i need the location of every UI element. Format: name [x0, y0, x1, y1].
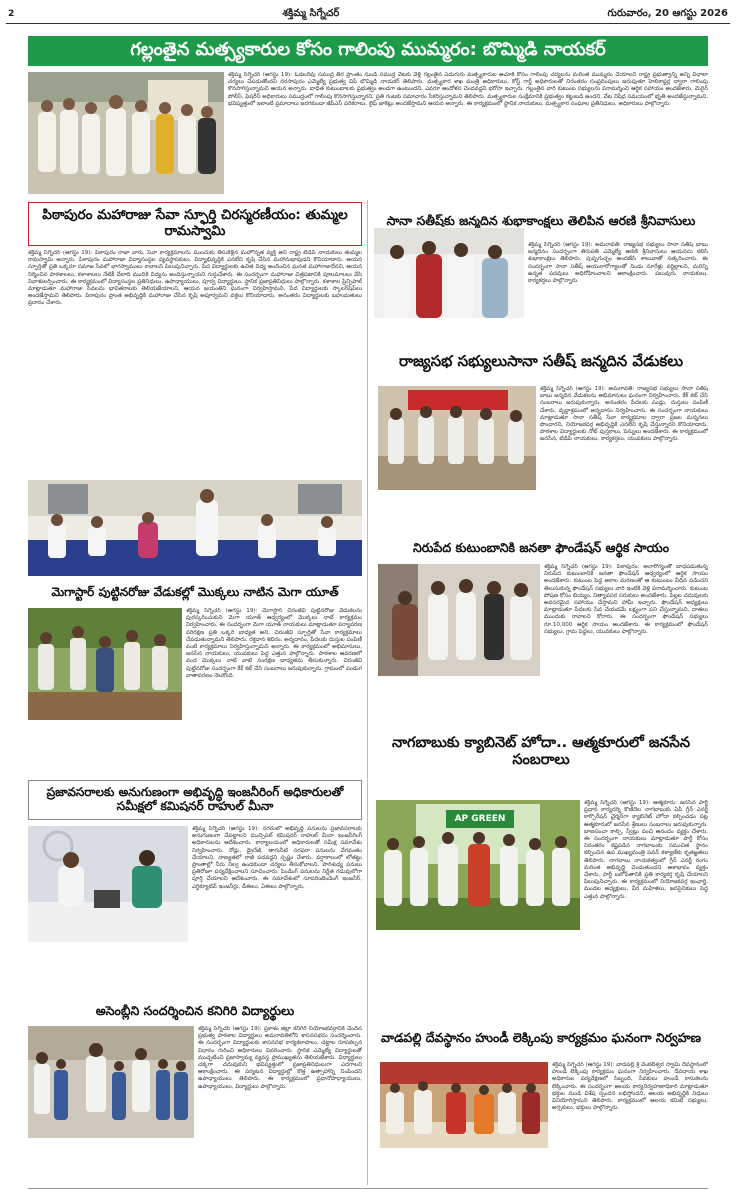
right-article3-headline: నిరుపేద కుటుంబానికి జనతా ఫౌండేషన్ ఆర్థిక సాయం	[412, 539, 670, 555]
left-article3-headline-box	[28, 780, 362, 820]
page-number: 2	[8, 8, 15, 19]
issue-date: గురువారం, 20 ఆగస్టు 2026	[607, 7, 728, 19]
right-article3-body: శక్తిమ్మ సిగ్నేచర్ (ఆగస్టు 19): పిఠాపురం: అనారోగ్యంతో బాధపడుతున్న నిరుపేద కుటుంబానికి జనతా ఫౌండేషన్ ఆధ్వర్యంలో ఆర్థిక సాయం అందజేశారు. కుటుంబ పెద్ద అకాల మరణంతో ఆ కుటుంబం వీధిన పడిందని తెలుసుకున్న ఫౌండేషన్ సభ్యులు వారి ఇంటికి వెళ్లి పరామర్శించారు. కుటుంబ పోషణ కోసం బియ్యం, నిత్యావసర సరుకులు అందజేశారు. పిల్లల చదువులకు అవసరమైన సహాయం చేస్తామని హామీ ఇచ్చారు. ఫౌండేషన్ అధ్యక్షులు మాట్లాడుతూ పేదలకు సేవ చేయడమే లక్ష్యంగా పని చేస్తున్నామని, దాతలు ముందుకు రావాలని కోరారు. ఈ సందర్భంగా ఫౌండేషన్ సభ్యులు రూ.10,000 ఆర్థిక సాయం అందజేశారు. ఈ కార్యక్రమంలో ఫౌండేషన్ సభ్యులు, గ్రామ పెద్దలు, యువకులు పాల్గొన్నారు.	[544, 564, 708, 635]
ad-banner-label: AP GREEN	[454, 814, 506, 824]
right-article4-photo	[376, 800, 580, 930]
right-article2-headline-box	[374, 342, 708, 382]
right-article5-headline-box	[374, 1018, 708, 1058]
lead-body: శక్తిమ్మ సిగ్నేచర్ (ఆగస్టు 19): ఓడలరేవు సముద్ర తీర ప్రాంతం నుండి సముద్ర వేటకు వెళ్లి గల్లంతైన ఏడుగురు మత్స్యకారుల ఆచూకీ కోసం గాలింపు చర్యలను మరింత ముమ్మరం చేయాలని రాష్ట్ర ప్రభుత్వాన్ని అన్ని విధాలా చర్యలు చేపడుతోందని నరసాపురం ఎమ్మెల్యే ప్రభుత్వ విప్ బొమ్మిడి నాయకర్ తెలిపారు. మత్స్యకార శాఖ మంత్రి అధికారులు, కోస్ట్ గార్డ్ అధికారులతో నిరంతరం సంప్రదింపులు జరుపుతూ హెలికాప్టర్ల ద్వారా గాలింపు కొనసాగిస్తున్నామని ఆయన అన్నారు. బాధిత కుటుంబాలకు ప్రభుత్వం అండగా ఉంటుందని, ఎవరూ ఆందోళన చెందవద్దని భరోసా ఇచ్చారు. గల్లంతైన వారి కుటుంబ సభ్యులను పరామర్శించి ఆర్థిక సహాయం అందజేశారు. మెరైన్ పోలీస్, ఫిషరీస్ అధికారులు సముద్రంలో గాలింపు కొనసాగిస్తున్నారని, ప్రతి గంటకు సమాచారం సేకరిస్తున్నామని తెలిపారు. మత్స్యకారుల సంక్షేమానికి ప్రభుత్వం కట్టుబడి ఉందని, వేట నిషేధ సమయంలో భృతి అందజేస్తున్నామని, భవిష్యత్తులో ఇలాంటి ప్రమాదాలు జరగకుండా జీపీఎస్ పరికరాలు, లైఫ్ జాకెట్లు అందజేస్తామని ఆయన అన్నారు. ఈ కార్యక్రమంలో స్థానిక నాయకులు, మత్స్యకార సంఘాల ప్రతినిధులు, అధికారులు పాల్గొన్నారు.	[228, 72, 708, 107]
bottom-rule	[28, 1188, 708, 1189]
left-article1-photo	[28, 480, 362, 576]
right-article5-body: శక్తిమ్మ సిగ్నేచర్ (ఆగస్టు 19): వాడపల్లి శ్రీ వేంకటేశ్వర స్వామి దేవస్థానంలో హుండీ లెక్కింపు కార్యక్రమం ఘనంగా నిర్వహించారు. దేవదాయ శాఖ అధికారుల పర్యవేక్షణలో సిబ్బంది, సేవకులు హుండీ కానుకలను లెక్కించారు. ఈ సందర్భంగా ఆలయ కార్యనిర్వహణాధికారి మాట్లాడుతూ భక్తుల నుండి విశేష స్పందన లభిస్తోందని, ఆలయ అభివృద్ధికి నిధులు వినియోగిస్తామని తెలిపారు. కార్యక్రమంలో ఆలయ కమిటీ సభ్యులు, అర్చకులు, భక్తులు పాల్గొన్నారు.	[552, 1062, 708, 1112]
right-article2-photo	[378, 386, 536, 490]
left-article3-headline: ప్రజావసరాలకు అనుగుణంగా అభివృద్ధి ఇంజనీరింగ్ అధికారులతో సమీక్షలో కమిషనర్ రాహుల్ మీనా	[46, 785, 344, 813]
left-article1-body: శక్తిమ్మ సిగ్నేచర్ (ఆగస్టు 19): పిఠాపురం రాజా వారు, సేవా కార్యక్రమాలను ముందుకు తీసుకెళ్లిన మహోన్నత వ్యక్తి అని రాష్ట్ర టిడిపి నాయకులు తుమ్మల రామస్వామి అన్నారు. పిఠాపురం మహారాజా విద్యాసంస్థల వ్యవస్థాపకులు, విద్యాభివృద్ధికి ఎనలేని కృషి చేసిన మహానుభావుడని కొనియాడారు. ఆయన స్ఫూర్తితో ప్రతి ఒక్కరూ సమాజ సేవలో భాగస్వాములు కావాలని పిలుపునిచ్చారు. పేద విద్యార్థులకు ఉచిత విద్య అందించిన ఘనత మహారాజుదేనని, ఆయన నిర్మించిన పాఠశాలలు, కళాశాలలు నేటికీ వేలాది మందికి విద్యను అందిస్తున్నాయని గుర్తుచేశారు. ఈ సందర్భంగా మహారాజు చిత్రపటానికి పూలమాలలు వేసి నివాళులర్పించారు. ఈ కార్యక్రమంలో విద్యాసంస్థల ప్రతినిధులు, ఉపాధ్యాయులు, పూర్వ విద్యార్థులు, స్థానిక ప్రజాప్రతినిధులు పాల్గొన్నారు. కళాశాల ప్రిన్సిపాల్ మాట్లాడుతూ మహారాజు సేవలను భావితరాలకు తెలియజేయాలని, ఆయన జయంతిని ఘనంగా నిర్వహిస్తామని, పేద విద్యార్థులకు స్కాలర్‌షిప్‌లు అందజేస్తామని తెలిపారు. పిఠాపురం ప్రాంత అభివృద్ధికి మహారాజు చేసిన కృషి అపూర్వమని వక్తలు కొనియాడారు. అనంతరం విద్యార్థులకు బహుమతులు ప్రదానం చేశారు.	[28, 250, 362, 307]
left-article1-headline-box	[28, 202, 362, 246]
right-article1-headline: సానా సతీష్‌కు జన్మదిన శుభాకాంక్షలు తెలిపిన ఆరణి శ్రీనివాసులు	[386, 212, 696, 228]
left-article4-photo	[28, 1026, 194, 1138]
left-article4-headline: అసెంబ్లీని సందర్శించిన కనిగిరి విద్యార్థులు	[95, 1002, 295, 1018]
right-article1-body: శక్తిమ్మ సిగ్నేచర్ (ఆగస్టు 19): అమరావతి: రాజ్యసభ సభ్యులు సానా సతీష్ బాబు జన్మదినం సందర్భంగా తిరుపతి ఎమ్మెల్యే ఆరణి శ్రీనివాసులు ఆయనను కలిసి శుభాకాంక్షలు తెలిపారు. పుష్పగుచ్ఛం అందజేసి శాలువాతో సత్కరించారు. ఈ సందర్భంగా సానా సతీష్ ఆయురారోగ్యాలతో నిండు నూరేళ్లు వర్ధిల్లాలని, మరిన్ని ఉన్నత పదవులు అధిరోహించాలని ఆకాంక్షించారు. పలువురు నాయకులు, కార్యకర్తలు పాల్గొన్నారు.	[528, 242, 708, 285]
right-article5-photo	[380, 1062, 548, 1148]
right-article5-headline: వాడపల్లి దేవస్థానం హుండీ లెక్కింపు కార్యక్రమం ఘనంగా నిర్వహణ	[381, 1029, 701, 1045]
right-article2-body: శక్తిమ్మ సిగ్నేచర్ (ఆగస్టు 19): అమరావతి: రాజ్యసభ సభ్యులు సానా సతీష్ బాబు జన్మదిన వేడుకలను అభిమానులు ఘనంగా నిర్వహించారు. కేక్ కట్ చేసి సంబరాలు జరుపుకున్నారు. అనంతరం పేదలకు పండ్లు, దుస్తులు పంపిణీ చేశారు. వృద్ధాశ్రమంలో అన్నదానం నిర్వహించారు. ఈ సందర్భంగా నాయకులు మాట్లాడుతూ సానా సతీష్ సేవా కార్యక్రమాల ద్వారా ప్రజల మన్ననలు పొందారని, నియోజకవర్గ అభివృద్ధికి ఎనలేని కృషి చేస్తున్నారని కొనియాడారు. పాఠశాల విద్యార్థులకు నోట్ పుస్తకాలు, పెన్నులు అందజేశారు. ఈ కార్యక్రమంలో జనసేన, టిడిపి నాయకులు, కార్యకర్తలు, యువకులు పాల్గొన్నారు.	[540, 386, 708, 443]
left-article4-body: శక్తిమ్మ సిగ్నేచర్ (ఆగస్టు 19): ప్రకాశం జిల్లా కనిగిరి నియోజకవర్గానికి చెందిన ప్రభుత్వ పాఠశాల విద్యార్థులు అమరావతిలోని శాసనసభను సందర్శించారు. ఈ సందర్భంగా విద్యార్థులకు శాసనసభ కార్యకలాపాలు, చట్టాల రూపకల్పన విధానం గురించి అధికారులు వివరించారు. స్థానిక ఎమ్మెల్యే విద్యార్థులతో ముచ్చటించి ప్రజాస్వామ్య వ్యవస్థ ప్రాముఖ్యతను తెలియజేశారు. విద్యార్థులు చక్కగా చదువుకుని భవిష్యత్తులో ప్రజాప్రతినిధులుగా ఎదగాలని ఆకాంక్షించారు. ఈ పర్యటన విద్యార్థుల్లో కొత్త ఉత్సాహాన్ని నింపిందని ఉపాధ్యాయులు తెలిపారు. ఈ కార్యక్రమంలో ప్రధానోపాధ్యాయులు, ఉపాధ్యాయులు, విద్యార్థులు పాల్గొన్నారు.	[198, 1026, 362, 1090]
left-article3-photo	[28, 826, 188, 942]
left-article1-headline: పిఠాపురం మహారాజు సేవా స్ఫూర్తి చిరస్మరణీయం: తుమ్మల రామస్వామి	[42, 207, 348, 239]
column-divider	[367, 200, 368, 1185]
right-article3-headline-box	[374, 536, 708, 560]
lead-photo	[28, 72, 224, 194]
left-article3-body: శక్తిమ్మ సిగ్నేచర్ (ఆగస్టు 19): నగరంలో అభివృద్ధి పనులను ప్రజావసరాలకు అనుగుణంగా చేపట్టాలని మున్సిపల్ కమిషనర్ రాహుల్ మీనా ఇంజనీరింగ్ అధికారులను ఆదేశించారు. కార్యాలయంలో అధికారులతో సమీక్ష సమావేశం నిర్వహించారు. రోడ్లు, డ్రైనేజీ, తాగునీటి సరఫరా పనులను వేగవంతం చేయాలని, నాణ్యతలో రాజీ పడవద్దని స్పష్టం చేశారు. వర్షాకాలంలో లోతట్టు ప్రాంతాల్లో నీరు నిల్వ ఉండకుండా చర్యలు తీసుకోవాలని, పారిశుధ్య పనులు ప్రతిరోజూ పర్యవేక్షించాలని సూచించారు. పెండింగ్ పనులను నిర్ణీత గడువులోగా పూర్తి చేయాలని ఆదేశించారు. ఈ సమావేశంలో సూపరింటెండింగ్ ఇంజనీర్, ఎగ్జిక్యూటివ్ ఇంజనీర్లు, డీఈలు, ఏఈలు పాల్గొన్నారు.	[192, 826, 362, 890]
masthead: శక్తిమ్మ సిగ్నేచర్	[282, 7, 340, 19]
left-article2-photo	[28, 608, 182, 720]
left-article2-body: శక్తిమ్మ సిగ్నేచర్ (ఆగస్టు 19): మెగాస్టార్ చిరంజీవి పుట్టినరోజు వేడుకలను పురస్కరించుకుని మెగా యూత్ ఆధ్వర్యంలో మొక్కలు నాటే కార్యక్రమం నిర్వహించారు. ఈ సందర్భంగా మెగా యూత్ నాయకులు మాట్లాడుతూ పర్యావరణ పరిరక్షణ ప్రతి ఒక్కరి బాధ్యత అని, చిరంజీవి స్ఫూర్తితో సేవా కార్యక్రమాలు చేపడుతున్నామని తెలిపారు. రక్తదాన శిబిరం, అన్నదానం, పేదలకు దుస్తుల పంపిణీ వంటి కార్యక్రమాలు నిర్వహిస్తున్నామని అన్నారు. ఈ కార్యక్రమంలో అభిమానులు, జనసేన నాయకులు, యువకులు పెద్ద ఎత్తున పాల్గొన్నారు. పాఠశాల ఆవరణలో వంద మొక్కలు నాటి వాటి సంరక్షణ బాధ్యతను తీసుకున్నారు. చిరంజీవి పుట్టినరోజు సందర్భంగా కేక్ కట్ చేసి సంబరాలు జరుపుకున్నారు. గ్రామంలో పండుగ వాతావరణం నెలకొంది.	[186, 608, 362, 679]
right-article4-body: శక్తిమ్మ సిగ్నేచర్ (ఆగస్టు 19): ఆత్మకూరు: జనసేన పార్టీ ప్రధాన కార్యదర్శి కొణిదెల నాగబాబుకు ఏపీ గ్రీన్ ఎనర్జీ కార్పొరేషన్ ఛైర్మన్‌గా క్యాబినెట్ హోదా కల్పించడం పట్ల ఆత్మకూరులో జనసేన శ్రేణులు సంబరాలు జరుపుకున్నారు. బాణసంచా కాల్చి, స్వీట్లు పంచి ఆనందం వ్యక్తం చేశారు. ఈ సందర్భంగా నాయకులు మాట్లాడుతూ పార్టీ కోసం నిరంతరం కష్టపడిన నాగబాబుకు సముచిత స్థానం కల్పించిన ఉప ముఖ్యమంత్రి పవన్ కళ్యాణ్‌కు కృతజ్ఞతలు తెలిపారు. నాగబాబు నాయకత్వంలో గ్రీన్ ఎనర్జీ రంగం మరింత అభివృద్ధి చెందుతుందని ఆశాభావం వ్యక్తం చేశారు. పార్టీ బలోపేతానికి ప్రతి కార్యకర్త కృషి చేయాలని పిలుపునిచ్చారు. ఈ కార్యక్రమంలో నియోజకవర్గ ఇంఛార్జి, మండల అధ్యక్షులు, వీర మహిళలు, జనసైనికులు పెద్ద ఎత్తున పాల్గొన్నారు.	[584, 800, 708, 900]
right-article4-headline-box	[374, 728, 708, 776]
right-article3-photo	[378, 564, 540, 676]
lead-headline: గల్లంతైన మత్స్యకారుల కోసం గాలింపు ముమ్మరం: బొమ్మిడి నాయకర్	[130, 38, 606, 60]
left-article4-headline-box	[28, 1000, 362, 1022]
left-article2-headline: మెగాస్టార్ పుట్టినరోజు వేడుకల్లో మొక్కలు నాటిన మెగా యూత్	[51, 585, 339, 600]
page-header	[6, 4, 730, 24]
left-article2-headline-box	[28, 582, 362, 604]
right-article2-headline: రాజ్యసభ సభ్యులుసానా సతీష్ జన్మదిన వేడుకలు	[398, 352, 684, 371]
right-article4-headline: నాగబాబుకు క్యాబినెట్ హోదా.. ఆత్మకూరులో జనసేన సంబరాలు	[391, 735, 691, 768]
lead-headline-bar	[28, 36, 708, 66]
ad-banner	[446, 810, 514, 828]
right-article1-photo	[374, 228, 524, 318]
